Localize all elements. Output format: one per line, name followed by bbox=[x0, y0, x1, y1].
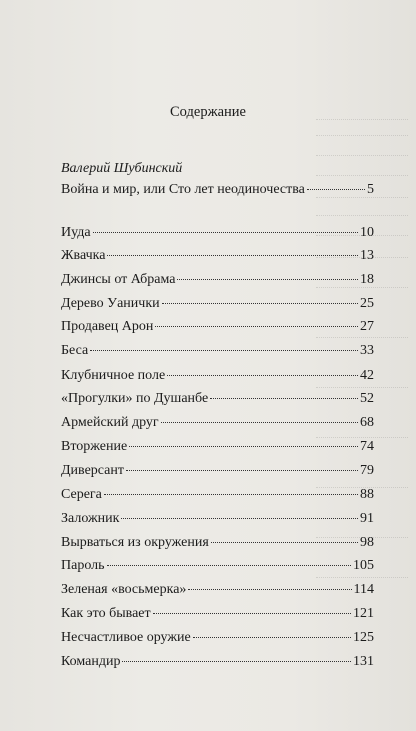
entry-title: Армейский друг bbox=[61, 415, 159, 430]
entry-page: 25 bbox=[360, 296, 374, 311]
entry-page: 114 bbox=[353, 582, 374, 597]
entry-page: 125 bbox=[353, 630, 374, 645]
toc-entry bbox=[61, 415, 374, 433]
toc-entry bbox=[61, 319, 374, 337]
entry-title: Жвачка bbox=[61, 248, 106, 263]
entry-page: 88 bbox=[360, 487, 374, 502]
dot-leader bbox=[107, 565, 351, 566]
toc-entry bbox=[61, 296, 374, 314]
entry-title: Вырваться из окружения bbox=[61, 535, 209, 550]
toc-entry bbox=[61, 368, 374, 386]
entry-title: Несчастливое оружие bbox=[61, 630, 191, 645]
entry-page: 10 bbox=[360, 225, 374, 240]
entry-page: 79 bbox=[360, 463, 374, 478]
dot-leader bbox=[90, 350, 358, 351]
entry-title: Беса bbox=[61, 343, 89, 358]
entry-page: 18 bbox=[360, 272, 374, 287]
dot-leader bbox=[307, 189, 365, 190]
entry-title: «Прогулки» по Душанбе bbox=[61, 391, 209, 406]
entry-page: 105 bbox=[353, 558, 374, 573]
dot-leader bbox=[104, 494, 358, 495]
dot-leader bbox=[161, 422, 358, 423]
toc-entry bbox=[61, 463, 374, 481]
entry-page: 13 bbox=[360, 248, 374, 263]
toc-entry bbox=[61, 439, 374, 457]
entry-page: 91 bbox=[360, 511, 374, 526]
entry-title: Серега bbox=[61, 487, 102, 502]
entry-page: 121 bbox=[353, 606, 374, 621]
dot-leader bbox=[193, 637, 351, 638]
entry-page: 42 bbox=[360, 368, 374, 383]
toc-entry bbox=[61, 630, 374, 648]
entry-title: Дерево Уанички bbox=[61, 296, 160, 311]
dot-leader bbox=[188, 589, 351, 590]
toc-entry bbox=[61, 654, 374, 672]
entry-title: Пароль bbox=[61, 558, 105, 573]
entry-page: 131 bbox=[353, 654, 374, 669]
dot-leader bbox=[107, 255, 358, 256]
dot-leader bbox=[211, 542, 358, 543]
dot-leader bbox=[121, 518, 358, 519]
entry-page: 98 bbox=[360, 535, 374, 550]
entry-title: Вторжение bbox=[61, 439, 128, 454]
dot-leader bbox=[155, 326, 358, 327]
author-name: Валерий Шубинский bbox=[61, 161, 183, 176]
toc-heading: Содержание bbox=[170, 104, 246, 120]
entry-title: Продавец Арон bbox=[61, 319, 154, 334]
dot-leader bbox=[177, 279, 358, 280]
entry-title: Как это бывает bbox=[61, 606, 151, 621]
entry-title: Джинсы от Абрама bbox=[61, 272, 176, 287]
toc-entry bbox=[61, 391, 374, 409]
entry-title: Диверсант bbox=[61, 463, 124, 478]
toc-entry bbox=[61, 248, 374, 266]
entry-page: 33 bbox=[360, 343, 374, 358]
toc-entry bbox=[61, 606, 374, 624]
toc-entry bbox=[61, 511, 374, 529]
dot-leader bbox=[167, 375, 358, 376]
toc-entry bbox=[61, 343, 374, 361]
toc-entry bbox=[61, 272, 374, 290]
toc-entry bbox=[61, 582, 374, 600]
dot-leader bbox=[210, 398, 358, 399]
entry-page: 27 bbox=[360, 319, 374, 334]
entry-title: Клубничное поле bbox=[61, 368, 166, 383]
toc-entry bbox=[61, 535, 374, 553]
dot-leader bbox=[153, 613, 351, 614]
dot-leader bbox=[122, 661, 351, 662]
toc-entry bbox=[61, 487, 374, 505]
toc-entry bbox=[61, 225, 374, 243]
entry-title: Иуда bbox=[61, 225, 91, 240]
entry-page: 52 bbox=[360, 391, 374, 406]
toc-entry bbox=[61, 558, 374, 576]
entry-page: 5 bbox=[367, 182, 374, 197]
entry-title: Заложник bbox=[61, 511, 120, 526]
entry-title: Командир bbox=[61, 654, 121, 669]
dot-leader bbox=[162, 303, 358, 304]
toc-entry bbox=[61, 182, 374, 200]
entry-title: Война и мир, или Сто лет неодиночества bbox=[61, 182, 305, 197]
dot-leader bbox=[93, 232, 358, 233]
entry-page: 68 bbox=[360, 415, 374, 430]
entry-title: Зеленая «восьмерка» bbox=[61, 582, 187, 597]
entry-page: 74 bbox=[360, 439, 374, 454]
dot-leader bbox=[126, 470, 358, 471]
dot-leader bbox=[129, 446, 358, 447]
